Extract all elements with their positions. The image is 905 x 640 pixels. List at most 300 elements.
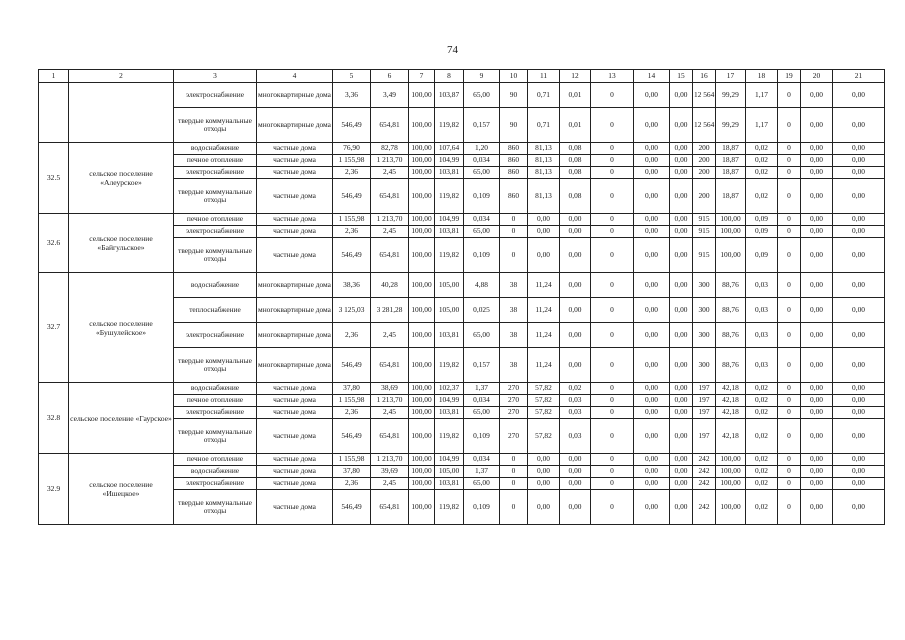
service-type-cell: водоснабжение	[174, 466, 257, 478]
value-cell: 103,81	[435, 478, 464, 490]
value-cell: 197	[693, 383, 716, 395]
value-cell: 57,82	[528, 407, 560, 419]
value-cell: 90	[500, 108, 528, 143]
value-cell: 0	[778, 143, 801, 155]
housing-type-cell: частные дома	[257, 226, 333, 238]
section-number: 32.7	[39, 273, 69, 383]
column-header-2: 2	[69, 70, 174, 83]
column-header-7: 7	[409, 70, 435, 83]
value-cell: 0	[778, 395, 801, 407]
value-cell: 1 155,98	[333, 395, 371, 407]
value-cell: 2,36	[333, 226, 371, 238]
value-cell: 65,00	[464, 478, 500, 490]
value-cell: 0,03	[560, 395, 591, 407]
value-cell: 0,00	[801, 143, 833, 155]
value-cell: 100,00	[409, 454, 435, 466]
value-cell: 0,00	[634, 466, 670, 478]
housing-type-cell: частные дома	[257, 395, 333, 407]
value-cell: 300	[693, 298, 716, 323]
housing-type-cell: многоквартирные дома	[257, 273, 333, 298]
value-cell: 0,00	[833, 83, 885, 108]
value-cell: 0	[591, 83, 634, 108]
service-type-cell: печное отопление	[174, 395, 257, 407]
value-cell: 0,00	[833, 273, 885, 298]
value-cell: 915	[693, 238, 716, 273]
value-cell: 0	[591, 466, 634, 478]
value-cell: 103,81	[435, 167, 464, 179]
value-cell: 0	[591, 454, 634, 466]
value-cell: 0,00	[801, 454, 833, 466]
value-cell: 0,00	[634, 298, 670, 323]
value-cell: 546,49	[333, 179, 371, 214]
settlement-name	[69, 83, 174, 143]
value-cell: 242	[693, 490, 716, 525]
value-cell: 0	[778, 323, 801, 348]
value-cell: 0,00	[528, 214, 560, 226]
value-cell: 270	[500, 383, 528, 395]
section-number: 32.9	[39, 454, 69, 525]
value-cell: 546,49	[333, 490, 371, 525]
value-cell: 0,08	[560, 167, 591, 179]
value-cell: 270	[500, 395, 528, 407]
column-header-20: 20	[801, 70, 833, 83]
value-cell: 200	[693, 155, 716, 167]
value-cell: 0,02	[746, 454, 778, 466]
value-cell: 2,36	[333, 323, 371, 348]
value-cell: 0	[778, 179, 801, 214]
housing-type-cell: частные дома	[257, 383, 333, 395]
value-cell: 90	[500, 83, 528, 108]
value-cell: 0,03	[746, 273, 778, 298]
value-cell: 0,00	[670, 383, 693, 395]
value-cell: 57,82	[528, 395, 560, 407]
value-cell: 0,00	[670, 273, 693, 298]
value-cell: 0,02	[560, 383, 591, 395]
value-cell: 0,00	[670, 214, 693, 226]
value-cell: 0,08	[560, 179, 591, 214]
value-cell: 119,82	[435, 238, 464, 273]
value-cell: 2,45	[371, 323, 409, 348]
value-cell: 100,00	[716, 238, 746, 273]
value-cell: 0	[778, 348, 801, 383]
table-row	[39, 214, 885, 226]
service-type-cell: твердые коммунальные отходы	[174, 238, 257, 273]
value-cell: 0,03	[746, 348, 778, 383]
housing-type-cell: частные дома	[257, 466, 333, 478]
value-cell: 0,00	[833, 167, 885, 179]
value-cell: 2,45	[371, 167, 409, 179]
service-type-cell: водоснабжение	[174, 143, 257, 155]
value-cell: 197	[693, 395, 716, 407]
service-type-cell: водоснабжение	[174, 273, 257, 298]
value-cell: 0	[591, 226, 634, 238]
value-cell: 3,49	[371, 83, 409, 108]
value-cell: 104,99	[435, 155, 464, 167]
section-number: 32.6	[39, 214, 69, 273]
value-cell: 100,00	[716, 478, 746, 490]
column-header-13: 13	[591, 70, 634, 83]
value-cell: 0,00	[634, 273, 670, 298]
value-cell: 0	[778, 108, 801, 143]
value-cell: 0	[778, 167, 801, 179]
value-cell: 18,87	[716, 155, 746, 167]
settlement-name: сельское поселение «Алеурское»	[69, 143, 174, 214]
value-cell: 76,90	[333, 143, 371, 155]
value-cell: 0,00	[560, 273, 591, 298]
value-cell: 0,00	[528, 490, 560, 525]
service-type-cell: электроснабжение	[174, 226, 257, 238]
value-cell: 100,00	[409, 383, 435, 395]
value-cell: 0	[778, 226, 801, 238]
value-cell: 40,28	[371, 273, 409, 298]
value-cell: 0,00	[801, 214, 833, 226]
value-cell: 0,109	[464, 179, 500, 214]
value-cell: 0,00	[634, 143, 670, 155]
service-type-cell: печное отопление	[174, 454, 257, 466]
value-cell: 104,99	[435, 395, 464, 407]
value-cell: 105,00	[435, 466, 464, 478]
service-type-cell: твердые коммунальные отходы	[174, 419, 257, 454]
value-cell: 1,20	[464, 143, 500, 155]
value-cell: 0,00	[833, 383, 885, 395]
column-header-11: 11	[528, 70, 560, 83]
value-cell: 0	[500, 466, 528, 478]
value-cell: 0,00	[670, 407, 693, 419]
value-cell: 0,034	[464, 214, 500, 226]
value-cell: 1,37	[464, 466, 500, 478]
column-header-3: 3	[174, 70, 257, 83]
value-cell: 0,00	[670, 490, 693, 525]
value-cell: 0,00	[634, 155, 670, 167]
value-cell: 0,00	[560, 348, 591, 383]
service-type-cell: твердые коммунальные отходы	[174, 108, 257, 143]
value-cell: 0,02	[746, 466, 778, 478]
value-cell: 3,36	[333, 83, 371, 108]
value-cell: 0,00	[634, 490, 670, 525]
value-cell: 0	[500, 226, 528, 238]
value-cell: 200	[693, 167, 716, 179]
value-cell: 0,00	[560, 298, 591, 323]
value-cell: 100,00	[409, 298, 435, 323]
value-cell: 42,18	[716, 407, 746, 419]
value-cell: 0,00	[528, 226, 560, 238]
value-cell: 0,09	[746, 214, 778, 226]
value-cell: 0,00	[801, 383, 833, 395]
value-cell: 0,00	[801, 108, 833, 143]
value-cell: 0,00	[833, 454, 885, 466]
value-cell: 38	[500, 273, 528, 298]
value-cell: 119,82	[435, 179, 464, 214]
value-cell: 0,00	[634, 419, 670, 454]
value-cell: 105,00	[435, 298, 464, 323]
value-cell: 0,00	[801, 273, 833, 298]
value-cell: 0,02	[746, 167, 778, 179]
value-cell: 100,00	[716, 226, 746, 238]
value-cell: 0,01	[560, 108, 591, 143]
housing-type-cell: частные дома	[257, 407, 333, 419]
value-cell: 654,81	[371, 108, 409, 143]
value-cell: 103,81	[435, 323, 464, 348]
value-cell: 300	[693, 273, 716, 298]
value-cell: 65,00	[464, 323, 500, 348]
column-header-21: 21	[833, 70, 885, 83]
value-cell: 100,00	[409, 419, 435, 454]
value-cell: 100,00	[409, 143, 435, 155]
value-cell: 65,00	[464, 167, 500, 179]
value-cell: 0,00	[833, 466, 885, 478]
value-cell: 0,00	[560, 466, 591, 478]
value-cell: 0	[591, 323, 634, 348]
housing-type-cell: частные дома	[257, 167, 333, 179]
value-cell: 2,36	[333, 478, 371, 490]
value-cell: 0,00	[634, 383, 670, 395]
value-cell: 104,99	[435, 454, 464, 466]
value-cell: 0	[591, 407, 634, 419]
value-cell: 0,00	[670, 83, 693, 108]
service-type-cell: электроснабжение	[174, 83, 257, 108]
value-cell: 0	[591, 108, 634, 143]
value-cell: 200	[693, 179, 716, 214]
value-cell: 270	[500, 407, 528, 419]
value-cell: 242	[693, 478, 716, 490]
value-cell: 0,09	[746, 226, 778, 238]
value-cell: 0,02	[746, 419, 778, 454]
housing-type-cell: многоквартирные дома	[257, 298, 333, 323]
value-cell: 0,03	[746, 298, 778, 323]
value-cell: 0,00	[833, 478, 885, 490]
value-cell: 0,00	[833, 214, 885, 226]
value-cell: 99,29	[716, 108, 746, 143]
value-cell: 0,00	[801, 478, 833, 490]
value-cell: 654,81	[371, 348, 409, 383]
value-cell: 0,00	[670, 298, 693, 323]
value-cell: 0,71	[528, 108, 560, 143]
value-cell: 0	[500, 478, 528, 490]
value-cell: 0,00	[528, 478, 560, 490]
value-cell: 65,00	[464, 226, 500, 238]
value-cell: 100,00	[716, 454, 746, 466]
value-cell: 860	[500, 155, 528, 167]
column-header-10: 10	[500, 70, 528, 83]
value-cell: 11,24	[528, 348, 560, 383]
section-number: 32.8	[39, 383, 69, 454]
value-cell: 0	[591, 214, 634, 226]
value-cell: 0,00	[560, 490, 591, 525]
value-cell: 0,00	[634, 407, 670, 419]
value-cell: 0,00	[634, 226, 670, 238]
value-cell: 0,034	[464, 155, 500, 167]
value-cell: 0,00	[801, 348, 833, 383]
service-type-cell: твердые коммунальные отходы	[174, 348, 257, 383]
value-cell: 0,00	[560, 454, 591, 466]
service-type-cell: печное отопление	[174, 155, 257, 167]
value-cell: 0,00	[801, 226, 833, 238]
value-cell: 2,45	[371, 226, 409, 238]
value-cell: 300	[693, 348, 716, 383]
value-cell: 0	[778, 214, 801, 226]
value-cell: 100,00	[409, 83, 435, 108]
value-cell: 0,00	[560, 226, 591, 238]
value-cell: 0	[591, 238, 634, 273]
value-cell: 0	[778, 298, 801, 323]
value-cell: 100,00	[409, 348, 435, 383]
value-cell: 0,00	[560, 238, 591, 273]
value-cell: 0,00	[634, 214, 670, 226]
value-cell: 119,82	[435, 419, 464, 454]
value-cell: 0	[591, 419, 634, 454]
value-cell: 0,00	[833, 348, 885, 383]
value-cell: 546,49	[333, 238, 371, 273]
value-cell: 100,00	[409, 214, 435, 226]
column-header-16: 16	[693, 70, 716, 83]
table-row	[39, 273, 885, 298]
value-cell: 42,18	[716, 395, 746, 407]
table-row	[39, 454, 885, 466]
value-cell: 103,81	[435, 407, 464, 419]
value-cell: 1 213,70	[371, 454, 409, 466]
value-cell: 0,00	[801, 407, 833, 419]
value-cell: 0	[591, 298, 634, 323]
value-cell: 860	[500, 167, 528, 179]
value-cell: 100,00	[409, 155, 435, 167]
value-cell: 0	[500, 454, 528, 466]
value-cell: 0	[591, 155, 634, 167]
value-cell: 0,00	[670, 238, 693, 273]
value-cell: 81,13	[528, 179, 560, 214]
housing-type-cell: частные дома	[257, 478, 333, 490]
value-cell: 100,00	[716, 490, 746, 525]
table-header	[39, 70, 885, 83]
value-cell: 654,81	[371, 179, 409, 214]
page-number: 74	[447, 44, 458, 56]
value-cell: 0	[500, 490, 528, 525]
value-cell: 0,03	[560, 419, 591, 454]
value-cell: 2,45	[371, 407, 409, 419]
service-type-cell: электроснабжение	[174, 478, 257, 490]
value-cell: 546,49	[333, 348, 371, 383]
value-cell: 0,00	[801, 238, 833, 273]
column-header-5: 5	[333, 70, 371, 83]
value-cell: 0,02	[746, 143, 778, 155]
value-cell: 100,00	[409, 490, 435, 525]
value-cell: 0,00	[801, 490, 833, 525]
value-cell: 81,13	[528, 143, 560, 155]
value-cell: 0,00	[560, 478, 591, 490]
value-cell: 12 564	[693, 83, 716, 108]
section-number	[39, 83, 69, 143]
value-cell: 0	[591, 273, 634, 298]
column-header-12: 12	[560, 70, 591, 83]
value-cell: 3 125,03	[333, 298, 371, 323]
value-cell: 0,00	[634, 108, 670, 143]
value-cell: 0,00	[670, 155, 693, 167]
value-cell: 1 155,98	[333, 214, 371, 226]
value-cell: 0	[591, 179, 634, 214]
housing-type-cell: частные дома	[257, 419, 333, 454]
value-cell: 915	[693, 214, 716, 226]
value-cell: 37,80	[333, 466, 371, 478]
value-cell: 0,00	[560, 323, 591, 348]
service-type-cell: электроснабжение	[174, 323, 257, 348]
value-cell: 242	[693, 454, 716, 466]
value-cell: 1,37	[464, 383, 500, 395]
value-cell: 0,00	[833, 323, 885, 348]
value-cell: 197	[693, 419, 716, 454]
value-cell: 105,00	[435, 273, 464, 298]
value-cell: 42,18	[716, 383, 746, 395]
column-header-6: 6	[371, 70, 409, 83]
value-cell: 0	[591, 478, 634, 490]
value-cell: 0	[591, 395, 634, 407]
value-cell: 0,03	[746, 323, 778, 348]
value-cell: 0,00	[670, 419, 693, 454]
value-cell: 2,36	[333, 167, 371, 179]
value-cell: 100,00	[409, 226, 435, 238]
value-cell: 100,00	[409, 407, 435, 419]
value-cell: 0,02	[746, 478, 778, 490]
value-cell: 57,82	[528, 419, 560, 454]
value-cell: 11,24	[528, 298, 560, 323]
value-cell: 0,00	[833, 298, 885, 323]
value-cell: 100,00	[409, 395, 435, 407]
value-cell: 11,24	[528, 323, 560, 348]
value-cell: 100,00	[409, 466, 435, 478]
value-cell: 99,29	[716, 83, 746, 108]
value-cell: 119,82	[435, 348, 464, 383]
value-cell: 81,13	[528, 167, 560, 179]
value-cell: 100,00	[409, 323, 435, 348]
value-cell: 0,00	[528, 466, 560, 478]
value-cell: 0,00	[833, 419, 885, 454]
value-cell: 860	[500, 179, 528, 214]
table-body	[39, 83, 885, 525]
value-cell: 0	[778, 490, 801, 525]
value-cell: 100,00	[716, 466, 746, 478]
value-cell: 654,81	[371, 490, 409, 525]
value-cell: 0,09	[746, 238, 778, 273]
value-cell: 0	[591, 490, 634, 525]
value-cell: 0,109	[464, 490, 500, 525]
value-cell: 100,00	[409, 179, 435, 214]
value-cell: 546,49	[333, 419, 371, 454]
value-cell: 0,00	[670, 395, 693, 407]
value-cell: 1 155,98	[333, 155, 371, 167]
value-cell: 57,82	[528, 383, 560, 395]
value-cell: 0	[591, 167, 634, 179]
value-cell: 0,00	[634, 179, 670, 214]
column-header-8: 8	[435, 70, 464, 83]
value-cell: 119,82	[435, 108, 464, 143]
value-cell: 0,00	[801, 179, 833, 214]
value-cell: 0,02	[746, 383, 778, 395]
value-cell: 65,00	[464, 407, 500, 419]
value-cell: 0,00	[634, 395, 670, 407]
value-cell: 0,08	[560, 143, 591, 155]
value-cell: 0,00	[670, 454, 693, 466]
value-cell: 0,00	[801, 466, 833, 478]
value-cell: 0,00	[801, 298, 833, 323]
value-cell: 0,00	[670, 466, 693, 478]
value-cell: 1 213,70	[371, 214, 409, 226]
value-cell: 102,37	[435, 383, 464, 395]
value-cell: 100,00	[409, 478, 435, 490]
value-cell: 38	[500, 348, 528, 383]
table-row	[39, 383, 885, 395]
value-cell: 100,00	[409, 273, 435, 298]
value-cell: 0,025	[464, 298, 500, 323]
value-cell: 11,24	[528, 273, 560, 298]
value-cell: 0,00	[801, 167, 833, 179]
